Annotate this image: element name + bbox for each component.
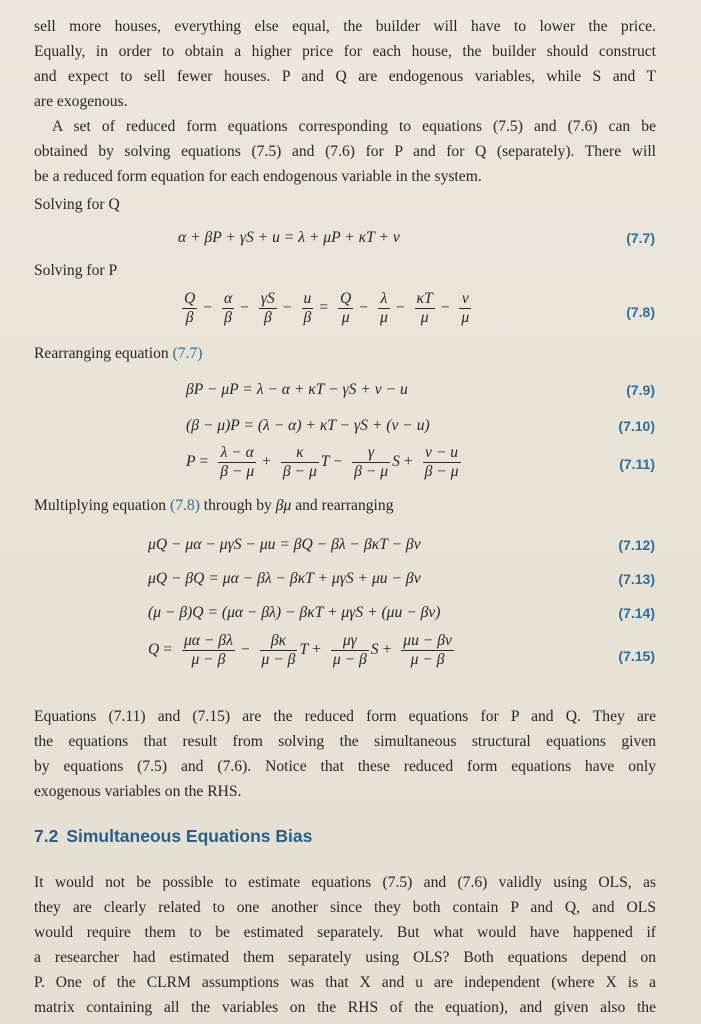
text-line: a researcher had estimated them separately using OLS? Both equations depend on (34, 949, 656, 966)
section-paragraph (34, 870, 656, 1020)
multiplying-label: Multiplying equation (7.8) through by βμ and rearranging (34, 497, 394, 514)
text-line: exogenous variables on the RHS. (34, 783, 242, 800)
equation-number-7-11: (7.11) (619, 456, 655, 472)
equation-number-7-7: (7.7) (626, 230, 655, 246)
section-title: Simultaneous Equations Bias (66, 826, 313, 846)
equation-number-7-8: (7.8) (626, 304, 655, 320)
text-line: they are clearly related to one another since they both contain P and Q, and OLS (34, 899, 656, 916)
equation-7-12: μQ − μα − μγS − μu = βQ − βλ − βκT − βv (148, 536, 421, 553)
text-line: It would not be possible to estimate equations (7.5) and (7.6) validly using OLS, as (34, 874, 656, 891)
text-line: be a reduced form equation for each endogenous variable in the system. (34, 168, 482, 185)
intro-paragraph (34, 14, 656, 114)
equation-7-9: βP − μP = λ − α + κT − γS + v − u (186, 381, 408, 398)
text-line: Equations (7.11) and (7.15) are the reduced form equations for P and Q. They are (34, 708, 656, 725)
solving-for-p-label: Solving for P (34, 262, 118, 279)
text-line: the equations that result from solving the simultaneous structural equations given (34, 733, 656, 750)
equation-number-7-15: (7.15) (618, 648, 655, 664)
equation-7-8: $\frac{Q}{\beta}$ − $\frac{\alpha}{\beta}$ − $\frac{\gamma S}{\beta}$ − $\frac{u}{\beta}$ = $\frac{Q}{\mu}$ − $\frac{\lambda}{\mu}$ − $\frac{\kappa T}{\mu}$ − $\frac{v}{\mu}$ (184, 290, 470, 326)
text-line: and expect to sell fewer houses. P and Q are endogenous variables, while S and T (34, 68, 656, 85)
equation-number-7-10: (7.10) (618, 418, 655, 434)
solving-for-q-label: Solving for Q (34, 196, 120, 213)
reduced-form-paragraph (34, 114, 656, 189)
text-line: would require them to be estimated separately. But what would have happened if (34, 924, 656, 941)
rearranging-label: Rearranging equation (7.7) (34, 345, 203, 362)
text-line: Equally, in order to obtain a higher price for each house, the builder should construct (34, 43, 656, 60)
section-heading (34, 826, 312, 847)
equation-7-10: (β − μ)P = (λ − α) + κT − γS + (v − u) (186, 417, 430, 434)
text-line: A set of reduced form equations corresponding to equations (7.5) and (7.6) can be (52, 118, 656, 135)
equation-7-7: α + βP + γS + u = λ + μP + κT + v (178, 229, 400, 246)
text-line: matrix containing all the variables on the RHS of the equation), and given also the (34, 999, 656, 1016)
equation-7-15: Q = $\frac{\mu\alpha - \beta\lambda}{\mu - \beta}$ − $\frac{\beta\kappa}{\mu - \beta}$ T + $\frac{\mu\gamma}{\mu - \beta}$ S + $\frac{\mu u - \beta v}{\mu - \beta}$ (148, 632, 452, 668)
equation-7-13: μQ − βQ = μα − βλ − βκT + μγS + μu − βv (148, 570, 421, 587)
equation-7-14: (μ − β)Q = (μα − βλ) − βκT + μγS + (μu − βv) (148, 604, 441, 621)
equation-number-7-13: (7.13) (618, 571, 655, 587)
conclusion-paragraph (34, 704, 656, 804)
text-line: by equations (7.5) and (7.6). Notice that these reduced form equations have only (34, 758, 656, 775)
equation-7-11: P = $\frac{\lambda - \alpha}{\beta - \mu}$ + $\frac{\kappa}{\beta - \mu}$ T − $\frac{\gamma}{\beta - \mu}$ S + $\frac{v - u}{\beta - \mu}$ (186, 444, 459, 480)
equation-number-7-9: (7.9) (626, 382, 655, 398)
text-line: sell more houses, everything else equal, the builder will have to lower the price. (34, 18, 656, 35)
text-line: obtained by solving equations (7.5) and (7.6) for P and for Q (separately). There will (34, 143, 656, 160)
text-line: are exogenous. (34, 93, 128, 110)
section-number: 7.2 (34, 826, 59, 846)
equation-number-7-14: (7.14) (618, 605, 655, 621)
equation-number-7-12: (7.12) (618, 537, 655, 553)
text-line: P. One of the CLRM assumptions was that X and u are independent (where X is a (34, 974, 656, 991)
